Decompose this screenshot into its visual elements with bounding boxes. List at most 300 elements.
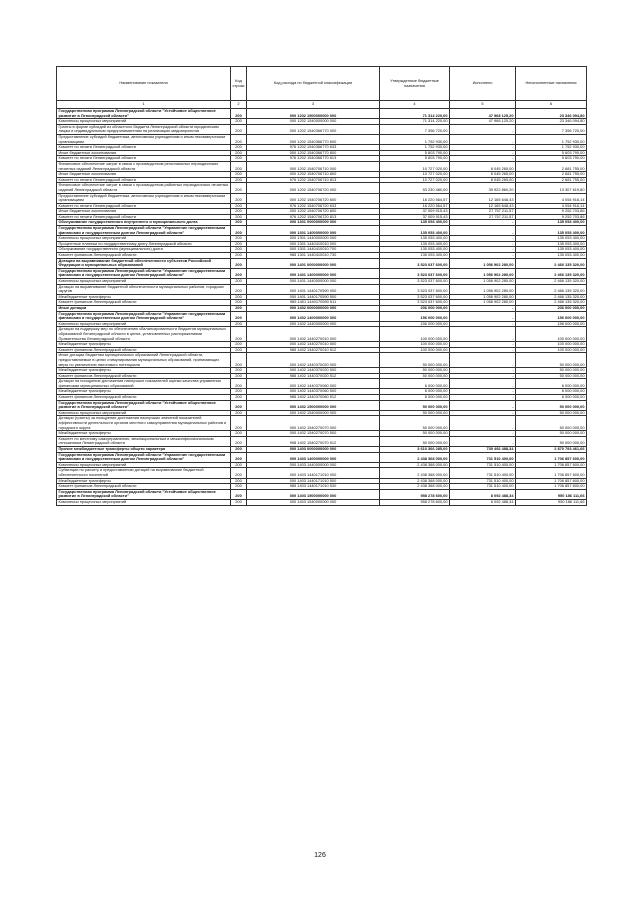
cell-executed: 8 045 265,00 bbox=[450, 177, 516, 183]
cell-name: Дотации на поощрение достижения наилучших показателей оценки качества управления финансами муниципальных образований bbox=[57, 379, 231, 389]
col-number: 5 bbox=[450, 101, 516, 109]
cell-row-code: 200 bbox=[231, 447, 247, 453]
cell-row-code: 200 bbox=[231, 294, 247, 300]
cell-kbk: 000 1402 1540270070 500 bbox=[247, 431, 380, 437]
cell-executed: - bbox=[450, 389, 516, 395]
cell-kbk: 000 1401 0000000000 000 bbox=[247, 258, 380, 268]
cell-row-code: 200 bbox=[231, 410, 247, 416]
header-row-code: Код строки bbox=[231, 67, 247, 101]
cell-approved: 135 053 400,00 bbox=[380, 220, 450, 226]
cell-name: Государственная программа Ленинградской области "Устойчивое общественное развитие в Ленинградской области" bbox=[57, 400, 231, 410]
cell-unexecuted: 100 000 000,00 bbox=[516, 347, 587, 353]
cell-kbk: 000 1202 1540706710 000 bbox=[247, 161, 380, 171]
cell-executed: 739 492 488,34 bbox=[450, 447, 516, 453]
cell-approved: 50 000 000,00 bbox=[380, 431, 450, 437]
cell-row-code: 200 bbox=[231, 203, 247, 209]
cell-kbk: 000 1402 1440270010 500 bbox=[247, 342, 380, 348]
cell-kbk: 000 1403 1440171010 500 bbox=[247, 478, 380, 484]
cell-kbk: 000 1301 0000000000 000 bbox=[247, 220, 380, 226]
cell-kbk: 000 1401 1440170590 500 bbox=[247, 294, 380, 300]
cell-approved: 37 009 915,43 bbox=[380, 214, 450, 220]
cell-executed: 12 165 648,43 bbox=[450, 203, 516, 209]
cell-approved: 135 053 400,00 bbox=[380, 226, 450, 236]
cell-unexecuted: 135 053 400,00 bbox=[516, 247, 587, 253]
col-number: 3 bbox=[247, 101, 380, 109]
cell-name: Комитет финансов Ленинградской области bbox=[57, 373, 231, 379]
cell-name: Комплексы процессных мероприятий bbox=[57, 279, 231, 285]
table-row bbox=[57, 499, 587, 505]
cell-unexecuted: 2 870 793 461,66 bbox=[516, 447, 587, 453]
cell-row-code: 200 bbox=[231, 279, 247, 285]
table-row bbox=[57, 447, 587, 453]
cell-name: Иные бюджетные ассигнования bbox=[57, 209, 231, 215]
cell-approved: 2 438 368 000,00 bbox=[380, 462, 450, 468]
cell-kbk: 000 1301 1400000000 000 bbox=[247, 226, 380, 236]
cell-row-code: 200 bbox=[231, 395, 247, 401]
table-row bbox=[57, 379, 587, 389]
table-header-row bbox=[57, 67, 587, 101]
cell-row-code: 200 bbox=[231, 220, 247, 226]
cell-executed: 1 056 902 280,00 bbox=[450, 258, 516, 268]
cell-kbk: 000 1202 1540366770 800 bbox=[247, 150, 380, 156]
cell-executed: - bbox=[450, 436, 516, 446]
cell-approved: 156 000 000,00 bbox=[380, 311, 450, 321]
cell-unexecuted: 1 706 857 600,00 bbox=[516, 478, 587, 484]
cell-executed: 1 056 902 280,00 bbox=[450, 279, 516, 285]
cell-kbk: 000 1403 1540000000 000 bbox=[247, 499, 380, 505]
cell-approved: 135 053 400,00 bbox=[380, 241, 450, 247]
table-row bbox=[57, 311, 587, 321]
cell-executed: 8 045 265,00 bbox=[450, 161, 516, 171]
cell-approved: 50 000 000,00 bbox=[380, 368, 450, 374]
cell-row-code: 200 bbox=[231, 214, 247, 220]
header-kbk: Код расхода по бюджетной классификации bbox=[247, 67, 380, 101]
cell-approved: 50 000 000,00 bbox=[380, 353, 450, 368]
cell-name: Иные дотации бюджетам муниципальных образований Ленинградской области, предоставляемые в целях стимулирования муниципальных образований, принимающих меры по увеличению налогового потенциала bbox=[57, 353, 231, 368]
cell-name: Комплексы процессных мероприятий bbox=[57, 499, 231, 505]
cell-executed: 1 056 902 280,00 bbox=[450, 268, 516, 278]
cell-approved: 100 000 000,00 bbox=[380, 347, 450, 353]
cell-name: Иные бюджетные ассигнования bbox=[57, 172, 231, 178]
cell-name: Дотации на поддержку мер по обеспечению сбалансированности бюджетов муниципальных образований Ленинградской области в целях, установленных распоряжениями Правительства Ленинградской области bbox=[57, 327, 231, 342]
cell-name: Комитет по печати Ленинградской области bbox=[57, 214, 231, 220]
cell-unexecuted: 4 054 916,14 bbox=[516, 203, 587, 209]
cell-row-code: 200 bbox=[231, 389, 247, 395]
cell-approved: 1 752 930,00 bbox=[380, 134, 450, 144]
cell-executed: - bbox=[450, 400, 516, 410]
cell-approved: 1 752 930,00 bbox=[380, 145, 450, 151]
cell-name: Комплексы процессных мероприятий bbox=[57, 321, 231, 327]
table-body bbox=[57, 109, 587, 506]
cell-executed: 731 510 400,00 bbox=[450, 468, 516, 478]
cell-row-code: 200 bbox=[231, 253, 247, 259]
cell-name: Межбюджетные трансферты bbox=[57, 478, 231, 484]
cell-approved: 3 523 037 600,00 bbox=[380, 258, 450, 268]
cell-approved: 6 000 000,00 bbox=[380, 389, 450, 395]
cell-approved: 71 314 220,00 bbox=[380, 119, 450, 125]
cell-executed: 8 045 265,00 bbox=[450, 172, 516, 178]
cell-unexecuted: 100 000 000,00 bbox=[516, 327, 587, 342]
cell-name: Комитет по печати Ленинградской области bbox=[57, 203, 231, 209]
cell-row-code: 200 bbox=[231, 124, 247, 134]
cell-executed: - bbox=[450, 311, 516, 321]
cell-executed: 1 056 902 280,00 bbox=[450, 300, 516, 306]
cell-row-code: 200 bbox=[231, 177, 247, 183]
table-row bbox=[57, 258, 587, 268]
cell-unexecuted: 9 252 703,86 bbox=[516, 214, 587, 220]
cell-approved: 2 438 368 000,00 bbox=[380, 468, 450, 478]
cell-row-code: 200 bbox=[231, 368, 247, 374]
cell-approved: 206 000 000,00 bbox=[380, 305, 450, 311]
cell-unexecuted: 50 000 000,00 bbox=[516, 416, 587, 431]
cell-unexecuted: 50 000 000,00 bbox=[516, 400, 587, 410]
table-row bbox=[57, 416, 587, 431]
cell-row-code: 200 bbox=[231, 373, 247, 379]
cell-kbk: 000 1402 1440370020 000 bbox=[247, 353, 380, 368]
cell-approved: 10 727 020,00 bbox=[380, 177, 450, 183]
budget-execution-table bbox=[56, 66, 587, 506]
cell-approved: 37 009 915,43 bbox=[380, 209, 450, 215]
cell-unexecuted: 4 054 916,14 bbox=[516, 193, 587, 203]
cell-executed: 39 922 860,20 bbox=[450, 183, 516, 193]
cell-unexecuted: 2 466 135 320,00 bbox=[516, 258, 587, 268]
cell-executed: - bbox=[450, 395, 516, 401]
cell-executed: - bbox=[450, 305, 516, 311]
cell-unexecuted: 2 681 755,00 bbox=[516, 161, 587, 171]
cell-kbk: 976 1202 1540706720 633 bbox=[247, 203, 380, 209]
cell-unexecuted: 2 466 135 320,00 bbox=[516, 284, 587, 294]
cell-executed: 12 165 648,43 bbox=[450, 193, 516, 203]
cell-row-code: 200 bbox=[231, 452, 247, 462]
col-number: 1 bbox=[57, 101, 231, 109]
cell-unexecuted: 2 466 135 320,00 bbox=[516, 300, 587, 306]
cell-unexecuted: 50 000 000,00 bbox=[516, 368, 587, 374]
cell-approved: 50 000 000,00 bbox=[380, 373, 450, 379]
cell-name: Иные бюджетные ассигнования bbox=[57, 150, 231, 156]
cell-executed: - bbox=[450, 220, 516, 226]
cell-approved: 5 603 790,00 bbox=[380, 156, 450, 162]
cell-row-code: 200 bbox=[231, 327, 247, 342]
cell-executed: - bbox=[450, 368, 516, 374]
cell-approved: 3 523 037 600,00 bbox=[380, 300, 450, 306]
cell-unexecuted: 950 186 111,66 bbox=[516, 489, 587, 499]
cell-name: Прочие межбюджетные трансферты общего характера bbox=[57, 447, 231, 453]
cell-name: Обслуживание государственного (муниципального) долга bbox=[57, 247, 231, 253]
cell-row-code: 200 bbox=[231, 347, 247, 353]
cell-unexecuted: 135 053 400,00 bbox=[516, 236, 587, 242]
cell-name: Предоставление субсидий бюджетным, автономным учреждениям и иным некоммерческим организациям bbox=[57, 193, 231, 203]
cell-row-code: 200 bbox=[231, 145, 247, 151]
cell-kbk: 985 1401 1440170590 511 bbox=[247, 300, 380, 306]
cell-approved: 3 523 037 600,00 bbox=[380, 284, 450, 294]
cell-kbk: 000 1402 1440000000 000 bbox=[247, 321, 380, 327]
cell-approved: 7 356 720,00 bbox=[380, 124, 450, 134]
cell-approved: 50 000 000,00 bbox=[380, 410, 450, 416]
cell-name: Комплексы процессных мероприятий bbox=[57, 410, 231, 416]
cell-executed: - bbox=[450, 247, 516, 253]
cell-unexecuted: 23 346 094,80 bbox=[516, 109, 587, 119]
cell-name: Гранты в форме субсидий из областного бюджета Ленинградской области юридическим лицам и индивидуальным предпринимателям на реализацию медиапроектов bbox=[57, 124, 231, 134]
cell-name: Государственная программа Ленинградской области "Управление государственными финансами и государственным долгом Ленинградской области" bbox=[57, 452, 231, 462]
cell-row-code: 200 bbox=[231, 156, 247, 162]
cell-kbk: 985 1402 1440370060 512 bbox=[247, 395, 380, 401]
cell-kbk: 000 1402 1540270070 000 bbox=[247, 416, 380, 431]
table-row bbox=[57, 489, 587, 499]
cell-row-code: 200 bbox=[231, 353, 247, 368]
cell-name: Комитет финансов Ленинградской области bbox=[57, 395, 231, 401]
cell-name: Процентные платежи по государственному долгу Ленинградской области bbox=[57, 241, 231, 247]
cell-unexecuted: 156 000 000,00 bbox=[516, 311, 587, 321]
cell-approved: 50 000 000,00 bbox=[380, 416, 450, 431]
cell-executed: 27 757 211,57 bbox=[450, 209, 516, 215]
cell-executed: 8 092 488,34 bbox=[450, 489, 516, 499]
cell-name: Межбюджетные трансферты bbox=[57, 389, 231, 395]
table-row bbox=[57, 284, 587, 294]
cell-kbk: 976 1202 1540706710 813 bbox=[247, 177, 380, 183]
cell-kbk: 000 1402 1540000000 000 bbox=[247, 410, 380, 416]
cell-unexecuted: 1 706 857 600,00 bbox=[516, 452, 587, 462]
table-row bbox=[57, 268, 587, 278]
cell-row-code: 200 bbox=[231, 342, 247, 348]
table-row bbox=[57, 452, 587, 462]
cell-approved: 958 278 600,00 bbox=[380, 499, 450, 505]
cell-unexecuted: 2 681 755,00 bbox=[516, 177, 587, 183]
cell-name: Государственная программа Ленинградской области "Управление государственными финансами и государственным долгом Ленинградской области" bbox=[57, 226, 231, 236]
cell-name: Комитет финансов Ленинградской области bbox=[57, 484, 231, 490]
cell-kbk: 000 1202 1540706710 800 bbox=[247, 172, 380, 178]
cell-kbk: 985 1301 1440410010 730 bbox=[247, 253, 380, 259]
cell-executed: - bbox=[450, 327, 516, 342]
cell-unexecuted: 50 000 000,00 bbox=[516, 436, 587, 446]
cell-unexecuted: 206 000 000,00 bbox=[516, 305, 587, 311]
cell-executed: - bbox=[450, 416, 516, 431]
cell-name: Комитет по местному самоуправлению, межнациональным и межконфессиональным отношениям Ленинградской области bbox=[57, 436, 231, 446]
cell-unexecuted: 2 466 135 320,00 bbox=[516, 279, 587, 285]
cell-name: Дотации на выравнивание бюджетной обеспеченности субъектов Российской Федерации и муниципальных образований bbox=[57, 258, 231, 268]
cell-approved: 135 053 400,00 bbox=[380, 236, 450, 242]
cell-name: Межбюджетные трансферты bbox=[57, 431, 231, 437]
cell-kbk: 000 1403 1440171010 000 bbox=[247, 468, 380, 478]
cell-approved: 156 000 000,00 bbox=[380, 321, 450, 327]
cell-row-code: 200 bbox=[231, 150, 247, 156]
cell-kbk: 000 1401 1400000000 000 bbox=[247, 268, 380, 278]
page-number: 126 bbox=[314, 852, 326, 859]
column-number-row bbox=[57, 101, 587, 109]
cell-kbk: 000 1403 1400000000 000 bbox=[247, 452, 380, 462]
cell-row-code: 200 bbox=[231, 226, 247, 236]
table-row bbox=[57, 183, 587, 193]
cell-unexecuted: 135 053 400,00 bbox=[516, 226, 587, 236]
table-row bbox=[57, 436, 587, 446]
cell-unexecuted: 1 752 930,00 bbox=[516, 145, 587, 151]
cell-executed: 731 510 400,00 bbox=[450, 462, 516, 468]
cell-name: Межбюджетные трансферты bbox=[57, 294, 231, 300]
col-number: 2 bbox=[231, 101, 247, 109]
table-row bbox=[57, 161, 587, 171]
cell-row-code: 200 bbox=[231, 379, 247, 389]
cell-unexecuted: 135 053 400,00 bbox=[516, 241, 587, 247]
cell-unexecuted: 1 706 857 600,00 bbox=[516, 484, 587, 490]
cell-approved: 6 000 000,00 bbox=[380, 379, 450, 389]
cell-unexecuted: 1 706 857 600,00 bbox=[516, 462, 587, 468]
cell-approved: 3 523 037 600,00 bbox=[380, 279, 450, 285]
table-row bbox=[57, 300, 587, 306]
cell-row-code: 200 bbox=[231, 161, 247, 171]
cell-kbk: 000 1202 1540366770 000 bbox=[247, 124, 380, 134]
cell-kbk: 000 1402 1500000000 000 bbox=[247, 400, 380, 410]
cell-kbk: 000 1403 1500000000 000 bbox=[247, 489, 380, 499]
cell-approved: 2 438 368 000,00 bbox=[380, 484, 450, 490]
cell-name: Комитет финансов Ленинградской области bbox=[57, 300, 231, 306]
cell-kbk: 000 1202 1500000000 000 bbox=[247, 109, 380, 119]
header-executed: Исполнено bbox=[450, 67, 516, 101]
cell-approved: 10 727 020,00 bbox=[380, 172, 450, 178]
table-row bbox=[57, 353, 587, 368]
cell-approved: 135 053 400,00 bbox=[380, 253, 450, 259]
cell-approved: 958 278 600,00 bbox=[380, 489, 450, 499]
cell-approved: 10 727 020,00 bbox=[380, 161, 450, 171]
cell-row-code: 200 bbox=[231, 321, 247, 327]
table-row bbox=[57, 226, 587, 236]
table-row bbox=[57, 468, 587, 478]
cell-executed: - bbox=[450, 124, 516, 134]
cell-unexecuted: 6 000 000,00 bbox=[516, 395, 587, 401]
cell-kbk: 000 1202 1540000000 000 bbox=[247, 119, 380, 125]
cell-kbk: 985 1402 1440270010 512 bbox=[247, 347, 380, 353]
cell-executed: - bbox=[450, 226, 516, 236]
cell-approved: 3 523 037 600,00 bbox=[380, 268, 450, 278]
cell-row-code: 200 bbox=[231, 462, 247, 468]
cell-executed: - bbox=[450, 134, 516, 144]
col-number: 4 bbox=[380, 101, 450, 109]
cell-executed: - bbox=[450, 410, 516, 416]
cell-row-code: 200 bbox=[231, 268, 247, 278]
cell-name: Межбюджетные трансферты bbox=[57, 368, 231, 374]
table-row bbox=[57, 134, 587, 144]
cell-row-code: 200 bbox=[231, 109, 247, 119]
cell-row-code: 200 bbox=[231, 236, 247, 242]
cell-unexecuted: 1 706 857 600,00 bbox=[516, 468, 587, 478]
cell-unexecuted: 50 000 000,00 bbox=[516, 431, 587, 437]
cell-unexecuted: 23 346 094,80 bbox=[516, 119, 587, 125]
cell-approved: 2 438 368 000,00 bbox=[380, 452, 450, 462]
cell-name: Комитет финансов Ленинградской области bbox=[57, 253, 231, 259]
table-row bbox=[57, 484, 587, 490]
cell-name: Комитет по печати Ленинградской области bbox=[57, 177, 231, 183]
cell-executed: - bbox=[450, 373, 516, 379]
cell-row-code: 200 bbox=[231, 436, 247, 446]
cell-approved: 2 438 368 000,00 bbox=[380, 478, 450, 484]
cell-name: Комплексы процессных мероприятий bbox=[57, 236, 231, 242]
cell-row-code: 200 bbox=[231, 209, 247, 215]
report-sheet bbox=[56, 66, 586, 506]
cell-kbk: 000 1301 1440410010 700 bbox=[247, 247, 380, 253]
cell-name: Финансовое обеспечение затрат в связи с производством районных периодических печатных изданий Ленинградской области bbox=[57, 183, 231, 193]
cell-unexecuted: 2 466 135 320,00 bbox=[516, 268, 587, 278]
cell-unexecuted: 1 752 930,00 bbox=[516, 134, 587, 144]
cell-unexecuted: 6 000 000,00 bbox=[516, 379, 587, 389]
cell-kbk: 976 1202 1540366770 813 bbox=[247, 156, 380, 162]
cell-kbk: 000 1402 1400000000 000 bbox=[247, 311, 380, 321]
table-row bbox=[57, 124, 587, 134]
cell-executed: 47 968 125,20 bbox=[450, 109, 516, 119]
cell-executed: - bbox=[450, 342, 516, 348]
cell-executed: - bbox=[450, 145, 516, 151]
cell-executed: 1 056 902 280,00 bbox=[450, 294, 516, 300]
cell-row-code: 200 bbox=[231, 311, 247, 321]
cell-unexecuted: 50 000 000,00 bbox=[516, 373, 587, 379]
cell-kbk: 976 1202 1540366770 633 bbox=[247, 145, 380, 151]
cell-executed: - bbox=[450, 353, 516, 368]
cell-row-code: 200 bbox=[231, 416, 247, 431]
cell-name: Иные дотации bbox=[57, 305, 231, 311]
cell-unexecuted: 5 603 790,00 bbox=[516, 156, 587, 162]
cell-executed: - bbox=[450, 156, 516, 162]
cell-approved: 50 000 000,00 bbox=[380, 436, 450, 446]
cell-kbk: 000 1301 1440410010 000 bbox=[247, 241, 380, 247]
cell-executed: - bbox=[450, 347, 516, 353]
cell-name: Государственная программа Ленинградской области "Устойчивое общественное развитие в Ленинградской области" bbox=[57, 489, 231, 499]
table-row bbox=[57, 193, 587, 203]
cell-unexecuted: 9 252 703,86 bbox=[516, 209, 587, 215]
cell-unexecuted: 135 053 400,00 bbox=[516, 253, 587, 259]
cell-kbk: 985 1402 1440370020 512 bbox=[247, 373, 380, 379]
cell-kbk: 000 1401 1440000000 000 bbox=[247, 279, 380, 285]
cell-name: Комплексы процессных мероприятий bbox=[57, 462, 231, 468]
cell-name: Комитет по печати Ленинградской области bbox=[57, 156, 231, 162]
cell-executed: - bbox=[450, 431, 516, 437]
cell-executed: 1 056 902 280,00 bbox=[450, 284, 516, 294]
table-row bbox=[57, 109, 587, 119]
cell-row-code: 200 bbox=[231, 484, 247, 490]
cell-executed: - bbox=[450, 321, 516, 327]
cell-row-code: 200 bbox=[231, 193, 247, 203]
cell-name: Дотации на выравнивание бюджетной обеспеченности муниципальных районов, городских округов bbox=[57, 284, 231, 294]
cell-row-code: 200 bbox=[231, 247, 247, 253]
cell-executed: 8 092 488,34 bbox=[450, 499, 516, 505]
cell-unexecuted: 13 307 619,80 bbox=[516, 183, 587, 193]
cell-kbk: 985 1403 1440171010 530 bbox=[247, 484, 380, 490]
cell-kbk: 000 1301 1440000000 000 bbox=[247, 236, 380, 242]
cell-row-code: 200 bbox=[231, 119, 247, 125]
cell-executed: 731 510 400,00 bbox=[450, 484, 516, 490]
cell-name: Государственная программа Ленинградской области "Устойчивое общественное развитие в Ленинградской области" bbox=[57, 109, 231, 119]
cell-approved: 50 000 000,00 bbox=[380, 400, 450, 410]
cell-approved: 100 000 000,00 bbox=[380, 342, 450, 348]
cell-kbk: 000 1403 1440000000 000 bbox=[247, 462, 380, 468]
cell-executed: - bbox=[450, 253, 516, 259]
cell-kbk: 000 1402 0000000000 000 bbox=[247, 305, 380, 311]
cell-kbk: 000 1202 1540366770 600 bbox=[247, 134, 380, 144]
cell-executed: 47 968 125,20 bbox=[450, 119, 516, 125]
cell-name: Государственная программа Ленинградской области "Управление государственными финансами и государственным долгом Ленинградской области" bbox=[57, 311, 231, 321]
cell-row-code: 200 bbox=[231, 499, 247, 505]
cell-row-code: 200 bbox=[231, 241, 247, 247]
cell-approved: 3 610 366 285,00 bbox=[380, 447, 450, 453]
header-approved: Утвержденные бюджетные назначения bbox=[380, 67, 450, 101]
cell-name: Финансовое обеспечение затрат в связи с производством региональных периодических печатных изданий Ленинградской области bbox=[57, 161, 231, 171]
col-number: 6 bbox=[516, 101, 587, 109]
cell-name: Комитет финансов Ленинградской области bbox=[57, 347, 231, 353]
cell-kbk: 000 1401 1440170590 000 bbox=[247, 284, 380, 294]
cell-approved: 100 000 000,00 bbox=[380, 327, 450, 342]
cell-kbk: 000 1402 1440370060 500 bbox=[247, 389, 380, 395]
cell-executed: 731 510 400,00 bbox=[450, 452, 516, 462]
cell-name: Обслуживание государственного внутреннего и муниципального долга bbox=[57, 220, 231, 226]
cell-row-code: 200 bbox=[231, 284, 247, 294]
cell-approved: 3 523 037 600,00 bbox=[380, 294, 450, 300]
cell-name: Межбюджетные трансферты bbox=[57, 342, 231, 348]
